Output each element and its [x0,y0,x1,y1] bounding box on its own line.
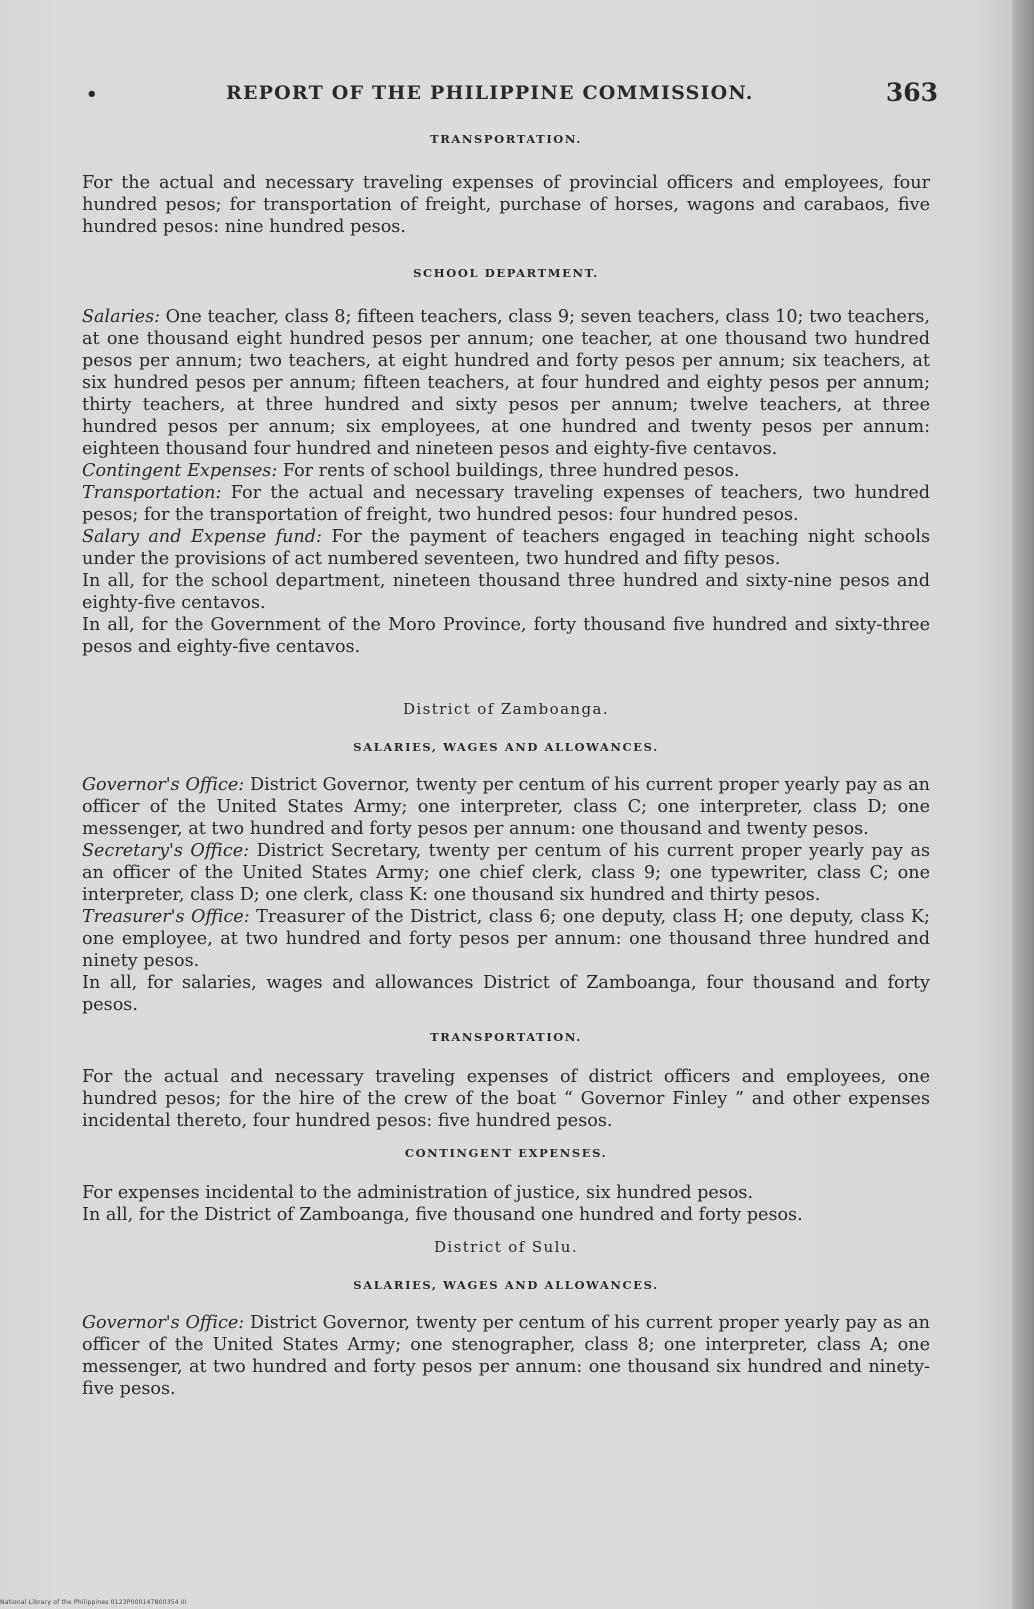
running-header [86,80,946,114]
paragraph-zamboanga-secretary [82,840,930,906]
district-heading-zamboanga: District of Zamboanga. [402,700,609,718]
paragraph-text: District Governor, twenty per centum of his current proper yearly pay as an officer of the United States Army; one interpreter, class C; one interpreter, class D; one messenger, at two hundred and forty pesos per annum: one thousand and twenty pesos. [82,775,930,839]
section-heading-zamboanga-salaries: SALARIES, WAGES AND ALLOWANCES. [353,740,659,754]
label-governors-office: Governor's Office: [82,1313,245,1333]
label-salary-expense-fund: Salary and Expense fund: [82,527,322,547]
label-transportation: Transportation: [82,483,222,503]
page-spine-shadow [1012,0,1034,1609]
paragraph-text: Treasurer of the District, class 6; one deputy, class H; one deputy, class K; one employee, at two hundred and forty pesos per annum: one thousand three hundred and ninety pesos. [82,907,930,971]
paragraph-text: For rents of school buildings, three hundred pesos. [277,461,740,481]
label-governors-office: Governor's Office: [82,775,245,795]
section-heading-transportation: TRANSPORTATION. [430,132,582,146]
paragraph-school-total: In all, for the school department, nineteen thousand three hundred and sixty-nine pesos and eighty-five centavos. [82,571,930,613]
paragraph-text: District Governor, twenty per centum of his current proper yearly pay as an officer of the United States Army; one stenographer, class 8; one interpreter, class A; one messenger, at two hundred and forty pesos per annum: one thousand six hundred and ninety-five pesos. [82,1313,930,1399]
paragraph-school-contingent [82,460,930,482]
section-heading-zamboanga-transportation: TRANSPORTATION. [430,1030,582,1044]
header-title: REPORT OF THE PHILIPPINE COMMISSION. [226,82,754,104]
paragraph-zamboanga-contingent: For expenses incidental to the administration of justice, six hundred pesos. [82,1183,754,1203]
paragraph-text: For the payment of teachers engaged in teaching night schools under the provisions of act numbered seventeen, two hundred and fifty pesos. [82,527,930,569]
label-contingent-expenses: Contingent Expenses: [82,461,278,481]
paragraph-zamboanga-governor [82,774,930,840]
paragraph-zamboanga-salaries-total: In all, for salaries, wages and allowances District of Zamboanga, four thousand and forty pesos. [82,973,930,1015]
section-heading-school-department: SCHOOL DEPARTMENT. [413,266,599,280]
page-number: 363 [885,78,938,107]
paragraph-text: One teacher, class 8; fifteen teachers, class 9; seven teachers, class 10; two teachers, at one thousand eight hundred pesos per annum; one teacher, at one thousand two hundred pesos per annum; two teachers, at eight hundred and forty pesos per annum; six teachers, at six hundred pesos per annum; fifteen teachers, at four hundred and eighty pesos per annum; thirty teachers, at three hundred and sixty pesos per annum; twelve teachers, at three hundred pesos per annum; six employees, at one hundred and twenty pesos per annum: eighteen thousand four hundred and nineteen pesos and eighty-five centavos. [82,307,930,459]
paragraph-school-salaries [82,306,930,460]
paragraph-moro-total: In all, for the Government of the Moro Province, forty thousand five hundred and sixty-three pesos and eighty-five centavos. [82,615,930,657]
scan-credit: National Library of the Philippines 0123P000147800354 III [0,1599,187,1606]
paragraph-text: For the actual and necessary traveling expenses of provincial officers and employees, four hundred pesos; for transportation of freight, purchase of horses, wagons and carabaos, five hundred pesos: nine hundred pesos. [82,173,930,237]
paragraph-transportation [82,172,930,238]
page-body [82,128,930,1400]
paragraph-zamboanga-treasurer [82,906,930,972]
header-bullet: • [86,84,98,105]
label-secretarys-office: Secretary's Office: [82,841,250,861]
section-heading-zamboanga-contingent: CONTINGENT EXPENSES. [404,1146,608,1160]
paragraph-school-salary-fund [82,526,930,570]
district-heading-sulu: District of Sulu. [433,1238,579,1256]
paragraph-sulu-governor [82,1312,930,1400]
section-heading-sulu-salaries: SALARIES, WAGES AND ALLOWANCES. [353,1278,659,1292]
paragraph-zamboanga-transportation: For the actual and necessary traveling expenses of district officers and employees, one hundred pesos; for the hire of the crew of the boat “ Governor Finley ” and other expenses incidental thereto, four hundred pesos: five hundred pesos. [82,1067,930,1131]
label-salaries: Salaries: [82,307,161,327]
paragraph-text: For the actual and necessary traveling expenses of teachers, two hundred pesos; for the transportation of freight, two hundred pesos: four hundred pesos. [82,483,930,525]
paragraph-zamboanga-total: In all, for the District of Zamboanga, five thousand one hundred and forty pesos. [82,1205,803,1225]
paragraph-text: District Secretary, twenty per centum of his current proper yearly pay as an officer of the United States Army; one chief clerk, class 9; one typewriter, class C; one interpreter, class D; one clerk, class K: one thousand six hundred and thirty pesos. [82,841,930,905]
paragraph-school-transportation [82,482,930,526]
label-treasurers-office: Treasurer's Office: [82,907,250,927]
